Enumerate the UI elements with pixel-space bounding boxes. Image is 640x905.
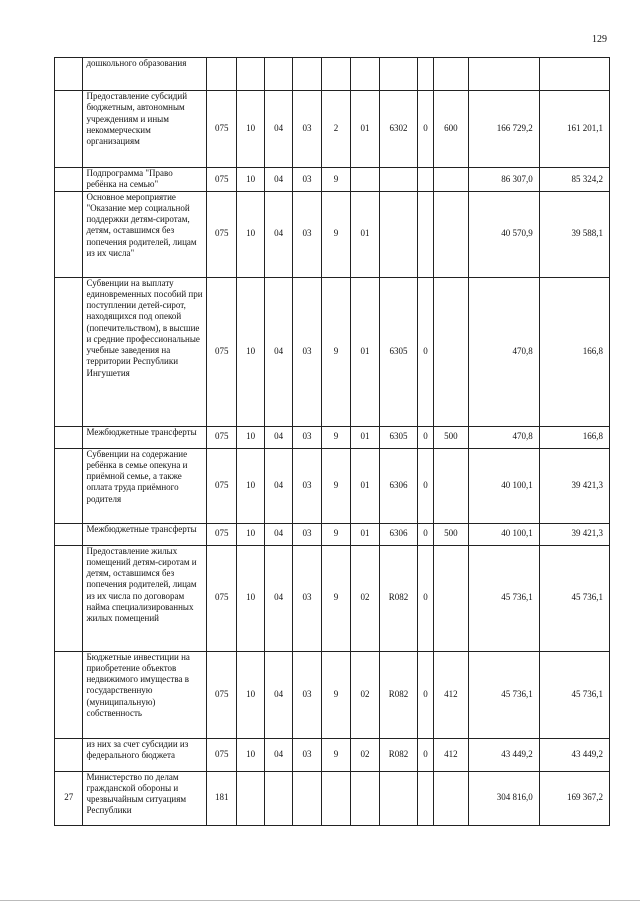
row-name-cell: Основное мероприятие "Оказание мер социальной поддержки детям-сиротам, детям, оставшимся без попечения родителей, лицам из их числа" (83, 191, 207, 277)
code-direction-cell: R082 (380, 651, 418, 738)
table-row (55, 58, 610, 91)
code-ministry-cell: 075 (207, 91, 236, 168)
code-direction-cell (380, 58, 418, 91)
table-row (55, 545, 610, 651)
row-number-cell (55, 651, 83, 738)
code-direction-cell: 6305 (380, 426, 418, 448)
code-ministry-cell: 075 (207, 651, 236, 738)
code-subsection-cell: 04 (265, 426, 292, 448)
code-event-cell: 02 (350, 545, 379, 651)
code-event-cell: 01 (350, 191, 379, 277)
code-expense-type-cell (434, 58, 469, 91)
amount-year-2-cell: 45 736,1 (539, 651, 609, 738)
code-ministry-cell: 075 (207, 426, 236, 448)
row-name-cell: Бюджетные инвестиции на приобретение объектов недвижимого имущества в государственную (муниципальную) собственность (83, 651, 207, 738)
table-row (55, 448, 610, 523)
amount-year-1-cell: 304 816,0 (468, 771, 539, 825)
amount-year-1-cell: 40 100,1 (468, 448, 539, 523)
amount-year-2-cell: 39 421,3 (539, 448, 609, 523)
amount-year-1-cell: 40 570,9 (468, 191, 539, 277)
code-extra-cell (417, 58, 433, 91)
amount-year-2-cell: 43 449,2 (539, 738, 609, 771)
table-row (55, 91, 610, 168)
code-subsection-cell: 04 (265, 448, 292, 523)
code-expense-type-cell: 412 (434, 738, 469, 771)
code-subsection-cell (265, 771, 292, 825)
table-body (55, 58, 610, 826)
row-name-cell: Межбюджетные трансферты (83, 523, 207, 545)
row-name-cell: дошкольного образования (83, 58, 207, 91)
code-subprogram-cell: 9 (322, 523, 350, 545)
code-ministry-cell: 181 (207, 771, 236, 825)
code-subprogram-cell: 9 (322, 448, 350, 523)
code-subsection-cell: 04 (265, 545, 292, 651)
row-number-cell: 27 (55, 771, 83, 825)
code-event-cell: 01 (350, 426, 379, 448)
row-name-cell: Предоставление жилых помещений детям-сиротам и детям, оставшимся без попечения родителей, лицам из их числа по договорам найма специализированных жилых помещений (83, 545, 207, 651)
code-subprogram-cell (322, 58, 350, 91)
row-name-cell: Межбюджетные трансферты (83, 426, 207, 448)
code-section-cell: 10 (236, 651, 264, 738)
code-subsection-cell: 04 (265, 523, 292, 545)
code-ministry-cell: 075 (207, 277, 236, 426)
code-subprogram-cell: 9 (322, 738, 350, 771)
code-section-cell: 10 (236, 523, 264, 545)
code-event-cell (350, 168, 379, 192)
code-subprogram-cell: 9 (322, 277, 350, 426)
code-subsection-cell: 04 (265, 168, 292, 192)
code-direction-cell (380, 168, 418, 192)
code-direction-cell (380, 771, 418, 825)
code-direction-cell: R082 (380, 738, 418, 771)
code-program-cell: 03 (292, 523, 321, 545)
code-subsection-cell (265, 58, 292, 91)
code-direction-cell: R082 (380, 545, 418, 651)
row-name-cell: Министерство по делам гражданской обороны и чрезвычайным ситуациям Республики (83, 771, 207, 825)
row-name-cell: Предоставление субсидий бюджетным, автономным учреждениям и иным некоммерческим организациям (83, 91, 207, 168)
code-extra-cell: 0 (417, 277, 433, 426)
code-expense-type-cell: 500 (434, 426, 469, 448)
amount-year-1-cell: 166 729,2 (468, 91, 539, 168)
code-program-cell: 03 (292, 168, 321, 192)
amount-year-1-cell: 470,8 (468, 426, 539, 448)
code-section-cell: 10 (236, 448, 264, 523)
code-subprogram-cell: 9 (322, 168, 350, 192)
code-expense-type-cell (434, 545, 469, 651)
amount-year-2-cell: 161 201,1 (539, 91, 609, 168)
code-event-cell: 01 (350, 448, 379, 523)
code-event-cell: 01 (350, 523, 379, 545)
code-direction-cell: 6302 (380, 91, 418, 168)
amount-year-1-cell (468, 58, 539, 91)
table-row (55, 426, 610, 448)
amount-year-2-cell: 45 736,1 (539, 545, 609, 651)
code-event-cell (350, 58, 379, 91)
table-row (55, 771, 610, 825)
code-event-cell (350, 771, 379, 825)
code-ministry-cell: 075 (207, 168, 236, 192)
row-name-cell: Подпрограмма "Право ребёнка на семью" (83, 168, 207, 192)
code-subsection-cell: 04 (265, 277, 292, 426)
table-row (55, 277, 610, 426)
code-direction-cell: 6305 (380, 277, 418, 426)
amount-year-1-cell: 45 736,1 (468, 545, 539, 651)
table-row (55, 191, 610, 277)
amount-year-2-cell: 39 421,3 (539, 523, 609, 545)
row-number-cell (55, 168, 83, 192)
code-expense-type-cell (434, 277, 469, 426)
code-expense-type-cell (434, 771, 469, 825)
code-ministry-cell: 075 (207, 448, 236, 523)
code-subsection-cell: 04 (265, 651, 292, 738)
code-extra-cell (417, 168, 433, 192)
code-extra-cell: 0 (417, 91, 433, 168)
row-number-cell (55, 91, 83, 168)
code-section-cell (236, 771, 264, 825)
code-expense-type-cell (434, 191, 469, 277)
code-subprogram-cell: 9 (322, 191, 350, 277)
code-extra-cell: 0 (417, 448, 433, 523)
code-program-cell: 03 (292, 91, 321, 168)
code-section-cell: 10 (236, 277, 264, 426)
code-program-cell: 03 (292, 738, 321, 771)
amount-year-1-cell: 470,8 (468, 277, 539, 426)
code-event-cell: 02 (350, 651, 379, 738)
row-number-cell (55, 58, 83, 91)
row-name-cell: Субвенции на выплату единовременных пособий при поступлении детей-сирот, находящихся под опекой (попечительством), в высшие и средние профессиональные учебные заведения на территории Республики Ингушетия (83, 277, 207, 426)
row-number-cell (55, 426, 83, 448)
code-direction-cell (380, 191, 418, 277)
row-name-cell: Субвенции на содержание ребёнка в семье опекуна и приёмной семье, а также оплата труда приёмного родителя (83, 448, 207, 523)
code-program-cell: 03 (292, 651, 321, 738)
code-extra-cell (417, 191, 433, 277)
code-subprogram-cell: 9 (322, 426, 350, 448)
amount-year-2-cell: 166,8 (539, 277, 609, 426)
code-ministry-cell: 075 (207, 545, 236, 651)
code-section-cell: 10 (236, 738, 264, 771)
amount-year-1-cell: 45 736,1 (468, 651, 539, 738)
code-subprogram-cell: 9 (322, 651, 350, 738)
code-subprogram-cell: 2 (322, 91, 350, 168)
code-direction-cell: 6306 (380, 523, 418, 545)
table-row (55, 738, 610, 771)
code-section-cell: 10 (236, 426, 264, 448)
code-extra-cell: 0 (417, 651, 433, 738)
code-section-cell: 10 (236, 91, 264, 168)
code-subsection-cell: 04 (265, 738, 292, 771)
table-row (55, 523, 610, 545)
table-row (55, 651, 610, 738)
code-expense-type-cell (434, 168, 469, 192)
code-subsection-cell: 04 (265, 91, 292, 168)
amount-year-2-cell (539, 58, 609, 91)
code-program-cell: 03 (292, 545, 321, 651)
code-direction-cell: 6306 (380, 448, 418, 523)
code-extra-cell: 0 (417, 426, 433, 448)
code-program-cell: 03 (292, 448, 321, 523)
code-subprogram-cell: 9 (322, 545, 350, 651)
code-section-cell: 10 (236, 545, 264, 651)
row-number-cell (55, 523, 83, 545)
page-bottom-edge (0, 900, 640, 903)
row-number-cell (55, 738, 83, 771)
row-number-cell (55, 448, 83, 523)
code-expense-type-cell: 600 (434, 91, 469, 168)
code-program-cell: 03 (292, 191, 321, 277)
code-program-cell (292, 58, 321, 91)
code-extra-cell: 0 (417, 523, 433, 545)
code-expense-type-cell (434, 448, 469, 523)
row-number-cell (55, 545, 83, 651)
amount-year-2-cell: 169 367,2 (539, 771, 609, 825)
code-section-cell: 10 (236, 168, 264, 192)
code-ministry-cell: 075 (207, 738, 236, 771)
code-expense-type-cell: 412 (434, 651, 469, 738)
amount-year-1-cell: 43 449,2 (468, 738, 539, 771)
code-program-cell (292, 771, 321, 825)
row-number-cell (55, 277, 83, 426)
budget-table (54, 57, 610, 826)
amount-year-1-cell: 40 100,1 (468, 523, 539, 545)
code-program-cell: 03 (292, 277, 321, 426)
code-event-cell: 01 (350, 91, 379, 168)
code-subsection-cell: 04 (265, 191, 292, 277)
code-program-cell: 03 (292, 426, 321, 448)
code-subprogram-cell (322, 771, 350, 825)
amount-year-2-cell: 166,8 (539, 426, 609, 448)
code-event-cell: 02 (350, 738, 379, 771)
row-name-cell: из них за счет субсидии из федерального бюджета (83, 738, 207, 771)
code-expense-type-cell: 500 (434, 523, 469, 545)
code-ministry-cell (207, 58, 236, 91)
code-section-cell (236, 58, 264, 91)
code-extra-cell (417, 771, 433, 825)
code-event-cell: 01 (350, 277, 379, 426)
page-number: 129 (592, 34, 607, 45)
amount-year-2-cell: 85 324,2 (539, 168, 609, 192)
code-ministry-cell: 075 (207, 191, 236, 277)
code-extra-cell: 0 (417, 545, 433, 651)
amount-year-2-cell: 39 588,1 (539, 191, 609, 277)
code-extra-cell: 0 (417, 738, 433, 771)
amount-year-1-cell: 86 307,0 (468, 168, 539, 192)
table-row (55, 168, 610, 192)
code-section-cell: 10 (236, 191, 264, 277)
code-ministry-cell: 075 (207, 523, 236, 545)
row-number-cell (55, 191, 83, 277)
